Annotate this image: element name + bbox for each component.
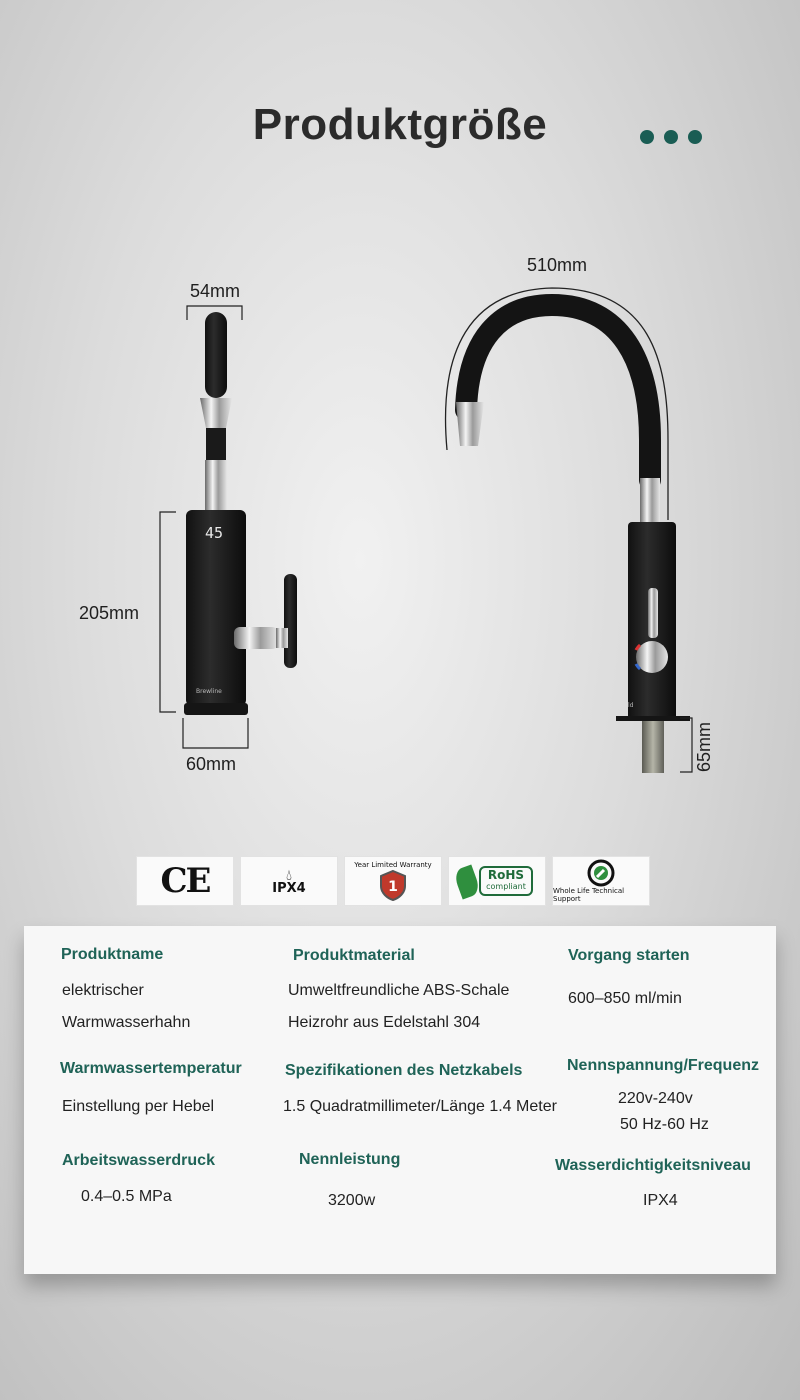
certification-badges	[136, 856, 650, 906]
ce-mark: CE	[160, 861, 210, 901]
spec-value-voltage-1: 220v-240v	[618, 1090, 693, 1107]
leaf-icon	[452, 864, 481, 899]
warranty-number: 1	[388, 879, 398, 895]
spec-value-cable: 1.5 Quadratmillimeter/Länge 1.4 Meter	[283, 1098, 557, 1115]
spec-label-start: Vorgang starten	[568, 947, 690, 964]
warranty-caption: Year Limited Warranty	[354, 861, 432, 869]
ce-badge	[136, 856, 234, 906]
support-caption: Whole Life Technical Support	[553, 887, 625, 903]
inlet-length-bracket	[680, 718, 692, 772]
wrench-circle-icon	[587, 859, 615, 887]
right-faucet-side-view	[446, 288, 692, 773]
support-badge	[552, 856, 650, 906]
spec-label-pressure: Arbeitswasserdruck	[62, 1152, 215, 1169]
warranty-badge	[344, 856, 442, 906]
spec-value-waterproof: IPX4	[643, 1192, 678, 1209]
dimension-inlet-length: 65mm	[694, 721, 714, 772]
dimension-top-width: 54mm	[190, 281, 241, 301]
brand-mark-right: ld	[628, 702, 634, 709]
spec-label-waterproof: Wasserdichtigkeitsniveau	[555, 1157, 751, 1174]
spec-label-product-name: Produktname	[61, 946, 164, 963]
dimension-body-height: 205mm	[79, 603, 140, 623]
body-height-bracket	[160, 512, 176, 712]
specifications-panel	[24, 926, 776, 1274]
spec-label-power: Nennleistung	[299, 1151, 401, 1168]
rohs-badge	[448, 856, 546, 906]
spec-value-voltage-2: 50 Hz-60 Hz	[620, 1116, 709, 1133]
spec-label-water-temp: Warmwassertemperatur	[60, 1060, 242, 1077]
dimension-base-width: 60mm	[186, 754, 237, 774]
spec-label-cable: Spezifikationen des Netzkabels	[285, 1062, 523, 1079]
water-drop-icon: 💧︎	[285, 865, 292, 884]
spec-value-product-name-2: Warmwasserhahn	[62, 1014, 191, 1031]
base-width-bracket	[183, 718, 248, 748]
spec-label-voltage: Nennspannung/Frequenz	[567, 1057, 759, 1074]
temperature-display: 45	[205, 524, 224, 542]
spec-value-pressure: 0.4–0.5 MPa	[81, 1188, 172, 1205]
brand-mark: Brewline	[196, 688, 222, 695]
spec-label-material: Produktmaterial	[293, 947, 415, 964]
spec-value-material-1: Umweltfreundliche ABS-Schale	[288, 982, 510, 999]
spec-value-power: 3200w	[328, 1192, 376, 1209]
left-faucet-front-view	[160, 306, 297, 748]
page-title: Produktgröße	[252, 100, 548, 149]
spec-value-material-2: Heizrohr aus Edelstahl 304	[288, 1014, 481, 1031]
dimension-spout-reach: 510mm	[527, 255, 588, 275]
ipx4-badge	[240, 856, 338, 906]
spec-value-product-name-1: elektrischer	[62, 982, 144, 999]
ipx4-label: IPX4	[272, 880, 306, 896]
rohs-label: RoHS compliant	[479, 866, 533, 896]
spec-value-start: 600–850 ml/min	[568, 990, 682, 1007]
spec-value-water-temp: Einstellung per Hebel	[62, 1098, 215, 1115]
